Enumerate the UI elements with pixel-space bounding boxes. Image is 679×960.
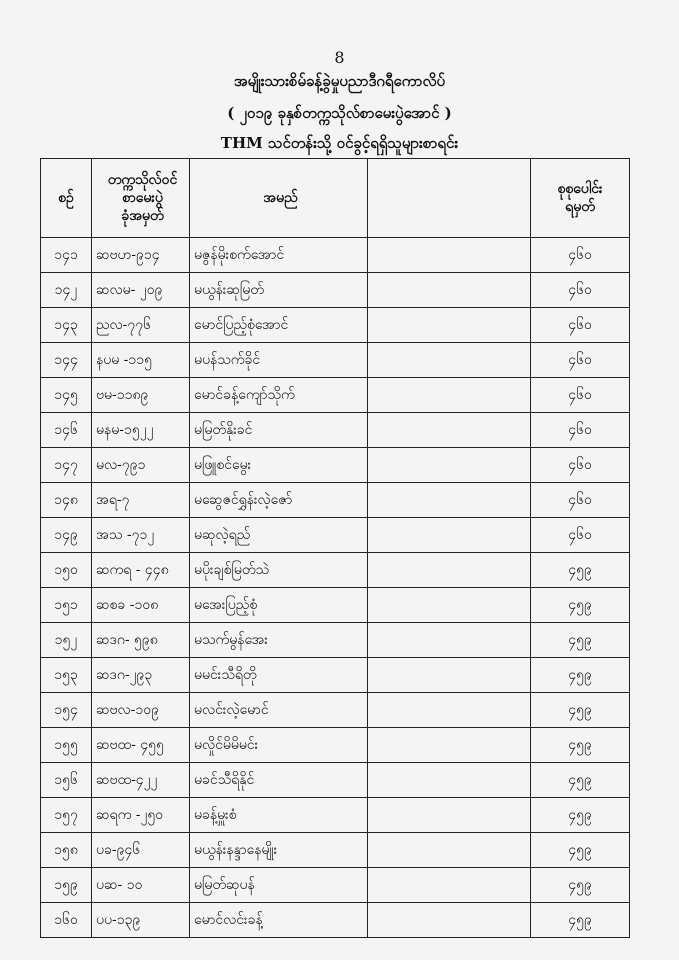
cell-exam-roll-number: ဆဗလ-၁၀၉ [92,693,190,728]
cell-exam-roll-number: ဆဗထ- ၄၅၅ [92,728,190,763]
cell-exam-roll-number: မနမ-၁၅၂၂ [92,413,190,448]
cell-exam-roll-number: ဆဒဂ-၂၉၃ [92,658,190,693]
cell-total-marks: ၄၆၀ [531,308,630,343]
cell-blank [368,693,531,728]
cell-serial-number: ၁၄၆ [41,413,92,448]
cell-blank [368,273,531,308]
cell-name: မဆွေဇင်ရွှန်းလဲ့ဇော် [190,483,368,518]
table-row [41,483,630,518]
table-body [41,238,630,938]
cell-blank [368,378,531,413]
cell-blank [368,833,531,868]
cell-blank [368,728,531,763]
header-serial-number: စဉ် [41,159,92,238]
cell-exam-roll-number: အသ -၇၁၂ [92,518,190,553]
cell-exam-roll-number: ဗမ-၁၁၈၉ [92,378,190,413]
cell-blank [368,343,531,378]
cell-total-marks: ၄၅၉ [531,693,630,728]
list-title: THM သင်တန်းသို့ ဝင်ခွင့်ရရှိသူများစာရင်း [220,134,459,152]
cell-serial-number: ၁၄၈ [41,483,92,518]
cell-name: မဖြူစင်မွေး [190,448,368,483]
table-row [41,658,630,693]
page-number: 8 [334,48,345,67]
table-row [41,308,630,343]
cell-blank [368,658,531,693]
header-name: အမည် [190,159,368,238]
cell-serial-number: ၁၅၉ [41,868,92,903]
cell-exam-roll-number: မလ-၇၉၁ [92,448,190,483]
cell-serial-number: ၁၄၁ [41,238,92,273]
cell-exam-roll-number: ဆဒဂ- ၅၉၈ [92,623,190,658]
cell-name: မမြတ်နိုးခင် [190,413,368,448]
cell-exam-roll-number: ဆရက -၂၅၀ [92,798,190,833]
cell-total-marks: ၄၅၉ [531,833,630,868]
cell-name: မယွန်းနန္ဒာနေမျိုး [190,833,368,868]
cell-serial-number: ၁၄၉ [41,518,92,553]
cell-blank [368,448,531,483]
header-marks-line1: စုစုပေါင်း [557,181,603,197]
cell-serial-number: ၁၄၅ [41,378,92,413]
table-row [41,868,630,903]
cell-total-marks: ၄၅၉ [531,868,630,903]
cell-name: မဆုလဲ့ရည် [190,518,368,553]
cell-name: မခင်သီရိနိုင် [190,763,368,798]
cell-total-marks: ၄၅၉ [531,553,630,588]
cell-serial-number: ၁၅၈ [41,833,92,868]
cell-blank [368,518,531,553]
cell-serial-number: ၁၅၆ [41,763,92,798]
cell-total-marks: ၄၆၀ [531,518,630,553]
table-row [41,763,630,798]
cell-exam-roll-number: ပပ-၁၃၉ [92,903,190,938]
admission-list-table [40,158,630,938]
header-blank [368,159,531,238]
table-row [41,798,630,833]
cell-total-marks: ၄၆၀ [531,448,630,483]
cell-name: မောင်လင်းခန့် [190,903,368,938]
cell-name: မယွန်းဆုမြတ် [190,273,368,308]
exam-year-subtitle: ( ၂၀၁၉ ခုနှစ်တက္ကသိုလ်စာမေးပွဲအောင် ) [227,104,452,122]
table-row [41,623,630,658]
cell-name: မောင်ပြည့်စုံအောင် [190,308,368,343]
table-row [41,273,630,308]
table-row [41,378,630,413]
header-total-marks [531,159,630,238]
header-code-line3: ခုံအမှတ် [121,208,164,224]
header-code-line1: တက္ကသိုလ်ဝင် [107,172,178,188]
cell-serial-number: ၁၄၃ [41,308,92,343]
table-row [41,833,630,868]
table-row [41,553,630,588]
cell-blank [368,903,531,938]
cell-name: မအေးပြည့်စုံ [190,588,368,623]
cell-exam-roll-number: ဆစခ -၁၀၈ [92,588,190,623]
table-row [41,343,630,378]
cell-serial-number: ၁၅၁ [41,588,92,623]
cell-exam-roll-number: ညလ-၇၇၆ [92,308,190,343]
cell-exam-roll-number: ပဆ- ၁၀ [92,868,190,903]
cell-name: မပိုးချစ်မြတ်သဲ [190,553,368,588]
cell-exam-roll-number: နပမ -၁၁၅ [92,343,190,378]
cell-serial-number: ၁၄၄ [41,343,92,378]
cell-exam-roll-number: ဆဗထ-၄၂၂ [92,763,190,798]
cell-total-marks: ၄၆၀ [531,413,630,448]
table-row [41,728,630,763]
cell-name: မမြတ်ဆုပန် [190,868,368,903]
cell-total-marks: ၄၅၉ [531,588,630,623]
table-row [41,413,630,448]
cell-total-marks: ၄၆၀ [531,483,630,518]
table-row [41,518,630,553]
cell-name: မလင်းလဲ့မောင် [190,693,368,728]
cell-total-marks: ၄၆၀ [531,378,630,413]
table-row [41,588,630,623]
table-row [41,903,630,938]
cell-serial-number: ၁၅၅ [41,728,92,763]
cell-total-marks: ၄၆၀ [531,273,630,308]
cell-blank [368,868,531,903]
cell-exam-roll-number: ဆကရ - ၄၄၈ [92,553,190,588]
cell-total-marks: ၄၅၉ [531,798,630,833]
cell-total-marks: ၄၅၉ [531,658,630,693]
cell-blank [368,483,531,518]
cell-name: မလှိုင်မိမိမင်း [190,728,368,763]
institution-title: အမျိုးသားစိမ်ခန့်ခွဲမှုပညာဒီဂရီကောလိပ် [233,72,446,90]
cell-blank [368,553,531,588]
table-header-row [41,159,630,238]
cell-blank [368,308,531,343]
cell-serial-number: ၁၅၂ [41,623,92,658]
table-row [41,693,630,728]
table-row [41,448,630,483]
cell-serial-number: ၁၅၇ [41,798,92,833]
cell-exam-roll-number: ဆလမ- ၂၀၉ [92,273,190,308]
cell-name: မမင်းသီရိတို [190,658,368,693]
cell-serial-number: ၁၄၇ [41,448,92,483]
cell-name: မပန်သက်ခိုင် [190,343,368,378]
cell-blank [368,588,531,623]
cell-serial-number: ၁၆၀ [41,903,92,938]
cell-blank [368,798,531,833]
cell-blank [368,623,531,658]
table-row [41,238,630,273]
header-code-line2: စာမေးပွဲ [122,190,163,206]
header-exam-roll-number [92,159,190,238]
cell-serial-number: ၁၄၂ [41,273,92,308]
cell-blank [368,238,531,273]
cell-exam-roll-number: ပခ-၉၄၆ [92,833,190,868]
cell-total-marks: ၄၅၉ [531,903,630,938]
cell-total-marks: ၄၅၉ [531,728,630,763]
cell-exam-roll-number: အရ-၇ [92,483,190,518]
cell-serial-number: ၁၅၄ [41,693,92,728]
cell-blank [368,763,531,798]
header-marks-line2: ရမှတ် [565,199,595,215]
cell-total-marks: ၄၆၀ [531,343,630,378]
cell-serial-number: ၁၅၃ [41,658,92,693]
cell-name: မခန့်မှူးစံ [190,798,368,833]
cell-total-marks: ၄၅၉ [531,763,630,798]
cell-name: မောင်ခန့်ကျော်သိုက် [190,378,368,413]
cell-name: မသက်မွန်အေး [190,623,368,658]
cell-blank [368,413,531,448]
cell-serial-number: ၁၅၀ [41,553,92,588]
cell-exam-roll-number: ဆဗဟ-၉၁၄ [92,238,190,273]
cell-total-marks: ၄၆၀ [531,238,630,273]
cell-total-marks: ၄၅၉ [531,623,630,658]
cell-name: မဇွန်မိုးစက်အောင် [190,238,368,273]
